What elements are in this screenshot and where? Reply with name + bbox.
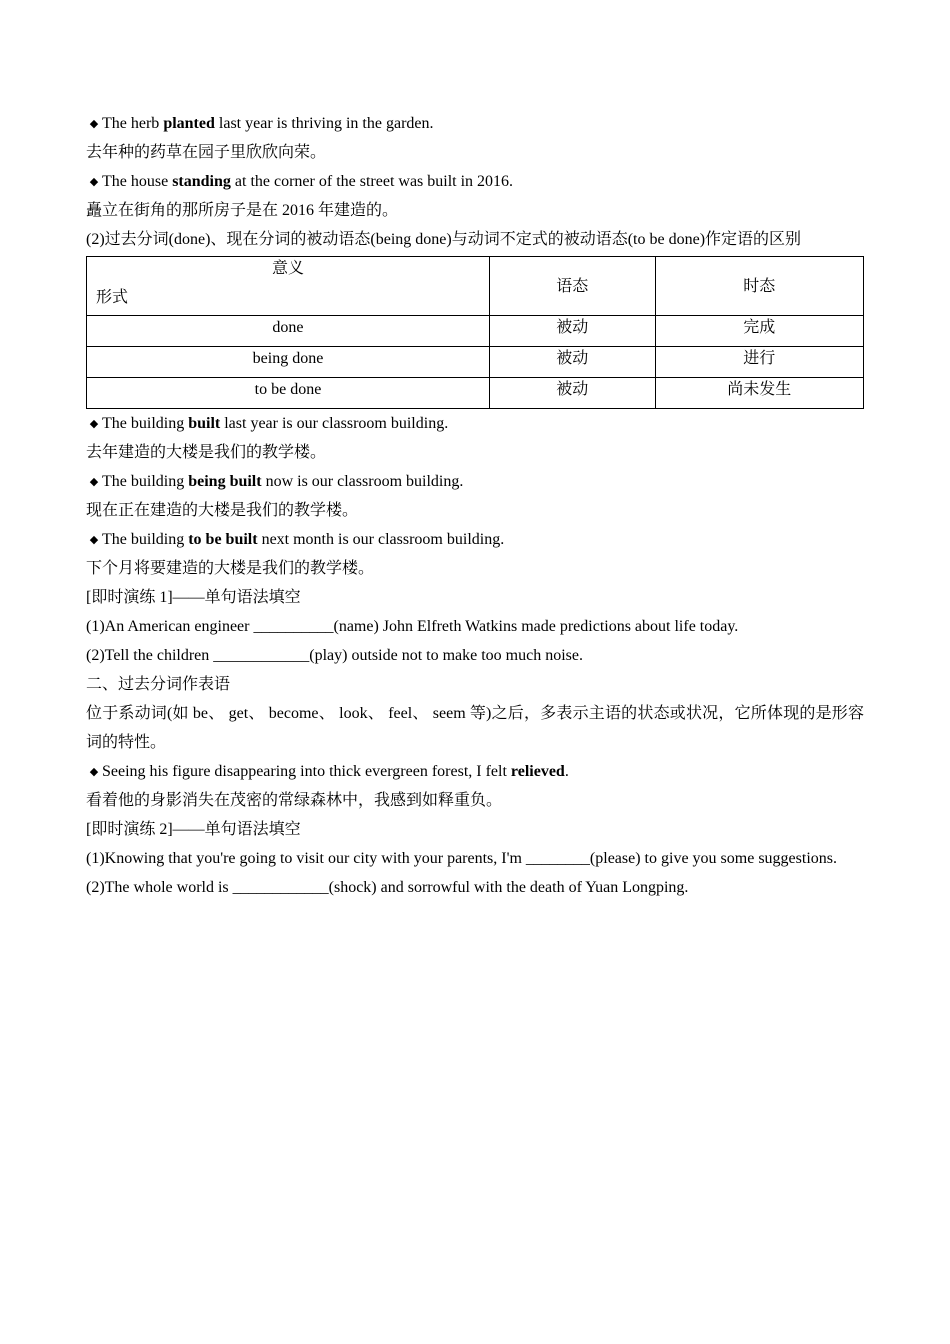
table-cell-tense: 进行 xyxy=(655,347,863,378)
example-sentence: ◆ The building being built now is our classroom building. xyxy=(86,467,864,496)
diamond-bullet-icon: ◆ xyxy=(89,418,99,430)
table-row xyxy=(87,347,864,378)
diamond-bullet-icon: ◆ xyxy=(89,766,99,778)
practice-title: [即时演练 2]——单句语法填空 xyxy=(86,821,301,838)
part-heading: 二、过去分词作表语 xyxy=(86,676,231,693)
example-translation: 去年种的药草在园子里欣欣向荣。 xyxy=(86,144,327,161)
table-cell-voice: 被动 xyxy=(489,316,655,347)
diamond-bullet-icon: ◆ xyxy=(89,176,99,188)
document-page xyxy=(86,109,864,902)
diamond-bullet-icon: ◆ xyxy=(89,476,99,488)
comparison-table xyxy=(86,256,864,409)
practice-question: (1)An American engineer __________(name) John Elfreth Watkins made predictions about life today. xyxy=(86,618,739,635)
practice-question: (1)Knowing that you're going to visit our city with your parents, I'm ________(please) to give you some suggestions. xyxy=(86,850,837,867)
table-header-voice: 语态 xyxy=(489,257,655,316)
table-cell-tense: 尚未发生 xyxy=(655,378,863,409)
table-cell-voice: 被动 xyxy=(489,378,655,409)
example-sentence: ◆ Seeing his figure disappearing into thick evergreen forest, I felt relieved. xyxy=(86,757,864,786)
example-sentence: ◆ The building built last year is our classroom building. xyxy=(86,409,864,438)
part-description: 位于系动词(如 be、 get、 become、 look、 feel、 seem 等)之后，多表示主语的状态或状况，它所体现的是形容词的特性。 xyxy=(86,705,864,751)
table-cell-voice: 被动 xyxy=(489,347,655,378)
practice-question: (2)Tell the children ____________(play) outside not to make too much noise. xyxy=(86,647,583,664)
practice-question: (2)The whole world is ____________(shock) and sorrowful with the death of Yuan Longping. xyxy=(86,879,689,896)
example-translation: 下个月将要建造的大楼是我们的教学楼。 xyxy=(86,560,375,577)
example-sentence: ◆ The herb planted last year is thriving in the garden. xyxy=(86,109,864,138)
table-header-tense: 时态 xyxy=(655,257,863,316)
table-cell-form: done xyxy=(87,316,490,347)
example-translation: 看着他的身影消失在茂密的常绿森林中，我感到如释重负。 xyxy=(86,792,503,809)
diamond-bullet-icon: ◆ xyxy=(89,118,99,130)
practice-title: [即时演练 1]——单句语法填空 xyxy=(86,589,301,606)
section-heading: (2)过去分词(done)、现在分词的被动语态(being done)与动词不定式的被动语态(to be done)作定语的区别 xyxy=(86,231,802,248)
table-cell-form: to be done xyxy=(87,378,490,409)
table-header-row xyxy=(87,257,864,316)
example-translation: 去年建造的大楼是我们的教学楼。 xyxy=(86,444,327,461)
example-translation: 现在正在建造的大楼是我们的教学楼。 xyxy=(86,502,359,519)
table-cell-form: being done xyxy=(87,347,490,378)
example-translation: 矗立在街角的那所房子是在 2016 年建造的。 xyxy=(86,202,399,219)
table-row xyxy=(87,378,864,409)
diamond-bullet-icon: ◆ xyxy=(89,534,99,546)
table-cell-tense: 完成 xyxy=(655,316,863,347)
example-sentence: ◆ The building to be built next month is our classroom building. xyxy=(86,525,864,554)
example-sentence: ◆ The house standing at the corner of the street was built in 2016. xyxy=(86,167,864,196)
table-row xyxy=(87,316,864,347)
table-header-corner: 意义 形式 xyxy=(87,257,490,316)
